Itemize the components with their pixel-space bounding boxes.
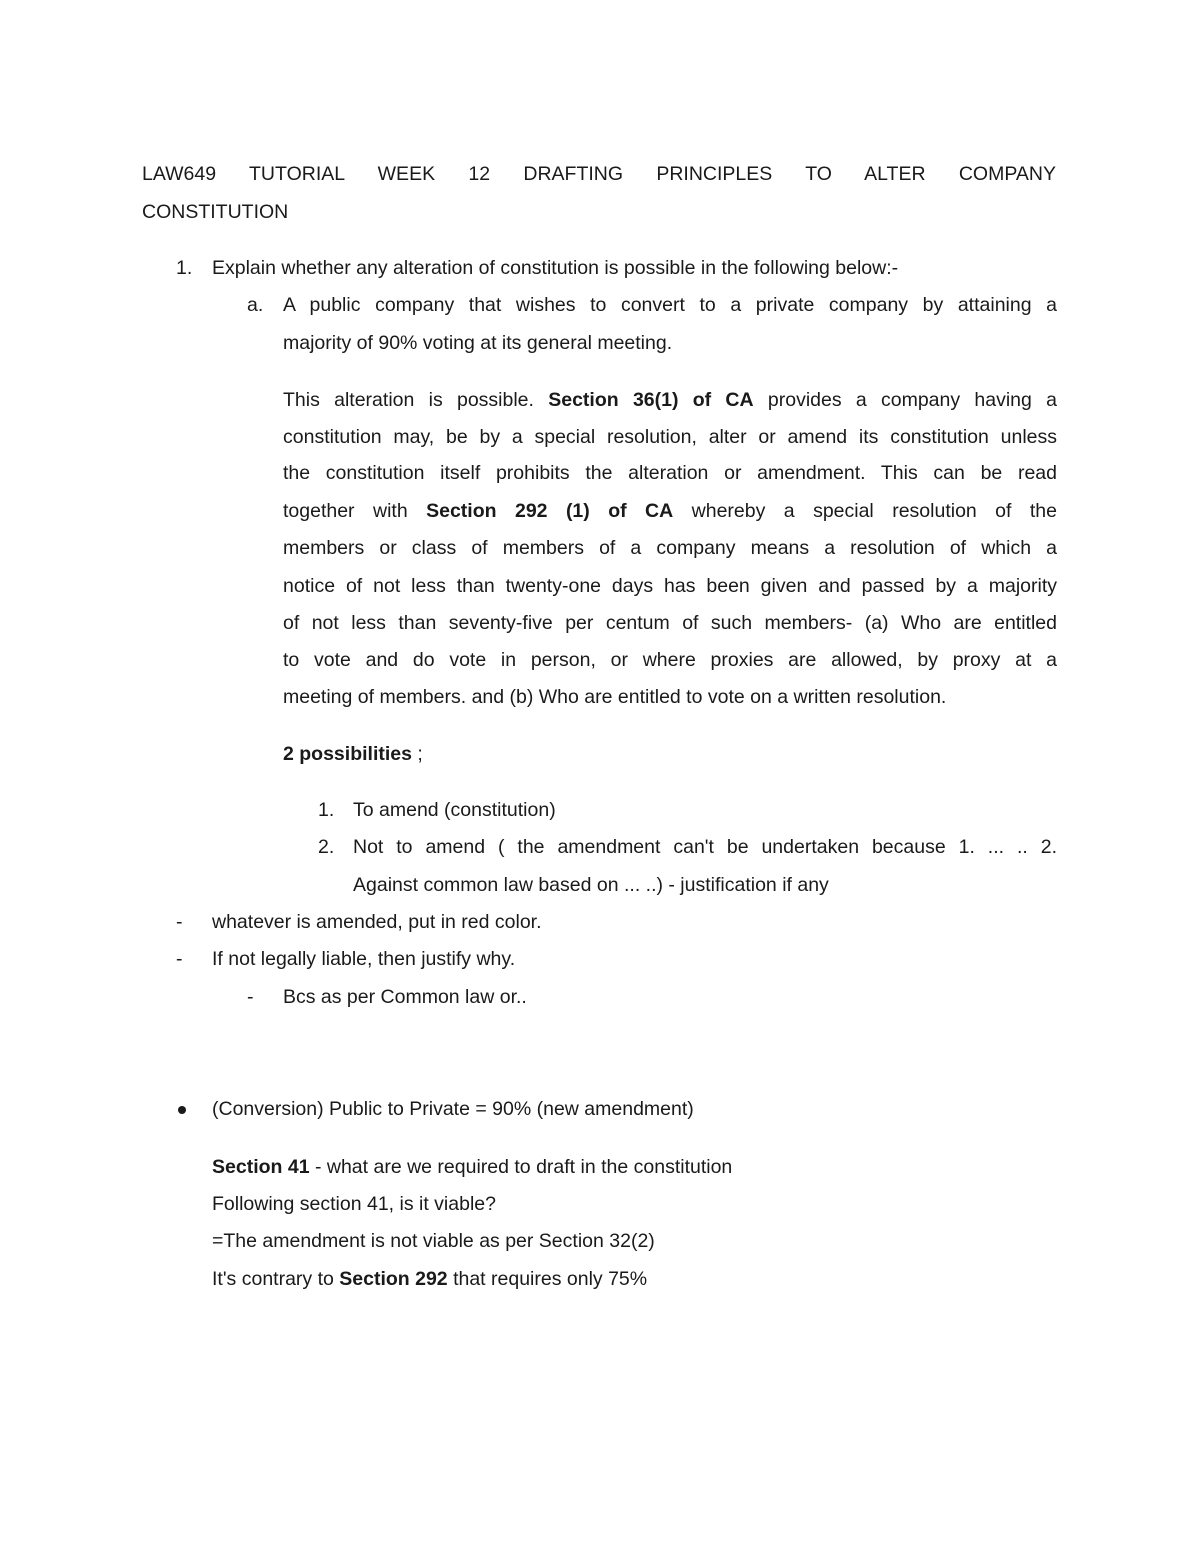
title-word: LAW649 — [142, 163, 217, 185]
subquestion-line2: majority of 90% voting at its general meeting. — [283, 332, 673, 354]
title-word: WEEK — [377, 163, 436, 185]
section41-text: - what are we required to draft in the constitution — [309, 1156, 733, 1178]
document-title-line2: CONSTITUTION — [142, 201, 289, 223]
document-title-line1 — [142, 165, 1056, 185]
title-word: COMPANY — [958, 163, 1056, 185]
answer-text: together with — [283, 500, 427, 522]
answer-line: of not less than seventy-five per centum of such members- (a) Who are entitled — [283, 612, 1057, 634]
contrary-line — [212, 1270, 647, 1290]
answer-line — [283, 391, 1057, 411]
dash-marker: - — [176, 948, 183, 970]
section-reference: Section 36(1) of CA — [548, 389, 754, 411]
contrary-text: It's contrary to — [212, 1268, 340, 1290]
possibility-number: 2. — [318, 836, 335, 858]
answer-line — [283, 502, 1057, 522]
possibility-text: Against common law based on ... ..) - justification if any — [353, 874, 829, 896]
possibility-number: 1. — [318, 799, 335, 821]
dash-marker: - — [176, 911, 183, 933]
question-number: 1. — [176, 257, 193, 279]
possibilities-heading — [283, 745, 423, 765]
title-word: PRINCIPLES — [656, 163, 773, 185]
section-reference: Section 292 (1) of CA — [426, 500, 674, 522]
answer-line: members or class of members of a company means a resolution of which a — [283, 537, 1057, 559]
dash-marker: - — [247, 986, 254, 1008]
possibility-text: Not to amend ( the amendment can't be undertaken because 1. ... .. 2. — [353, 836, 1057, 858]
dash-note: whatever is amended, put in red color. — [212, 911, 542, 933]
subquestion-letter: a. — [247, 294, 264, 316]
question-text: Explain whether any alteration of constitution is possible in the following below:- — [212, 257, 899, 279]
title-word: TO — [805, 163, 832, 185]
title-word: 12 — [468, 163, 491, 185]
section-reference: Section 41 — [212, 1156, 310, 1178]
answer-line: constitution may, be by a special resolution, alter or amend its constitution unless — [283, 426, 1057, 448]
possibilities-heading-bold: 2 possibilities — [283, 743, 412, 765]
answer-text: This alteration is possible. — [283, 389, 549, 411]
sub-dash-note: Bcs as per Common law or.. — [283, 986, 527, 1008]
title-word: DRAFTING — [523, 163, 624, 185]
contrary-text: that requires only 75% — [447, 1268, 648, 1290]
answer-text: provides a company having a — [753, 389, 1057, 411]
answer-text: whereby a special resolution of the — [673, 500, 1057, 522]
answer-line: notice of not less than twenty-one days has been given and passed by a majority — [283, 575, 1057, 597]
section41-line — [212, 1158, 732, 1178]
title-word: TUTORIAL — [249, 163, 345, 185]
title-word: ALTER — [864, 163, 926, 185]
not-viable-answer: =The amendment is not viable as per Section 32(2) — [212, 1230, 655, 1252]
answer-line: the constitution itself prohibits the alteration or amendment. This can be read — [283, 462, 1057, 484]
answer-line: meeting of members. and (b) Who are entitled to vote on a written resolution. — [283, 686, 947, 708]
subquestion-line1: A public company that wishes to convert to a private company by attaining a — [283, 294, 1057, 316]
possibilities-heading-suffix: ; — [411, 743, 423, 765]
conversion-bullet-text: (Conversion) Public to Private = 90% (new amendment) — [212, 1098, 694, 1120]
dash-note: If not legally liable, then justify why. — [212, 948, 516, 970]
possibility-text: To amend (constitution) — [353, 799, 556, 821]
viable-question: Following section 41, is it viable? — [212, 1193, 496, 1215]
answer-line: to vote and do vote in person, or where proxies are allowed, by proxy at a — [283, 649, 1057, 671]
section-reference: Section 292 — [339, 1268, 448, 1290]
bullet-icon — [178, 1106, 186, 1114]
